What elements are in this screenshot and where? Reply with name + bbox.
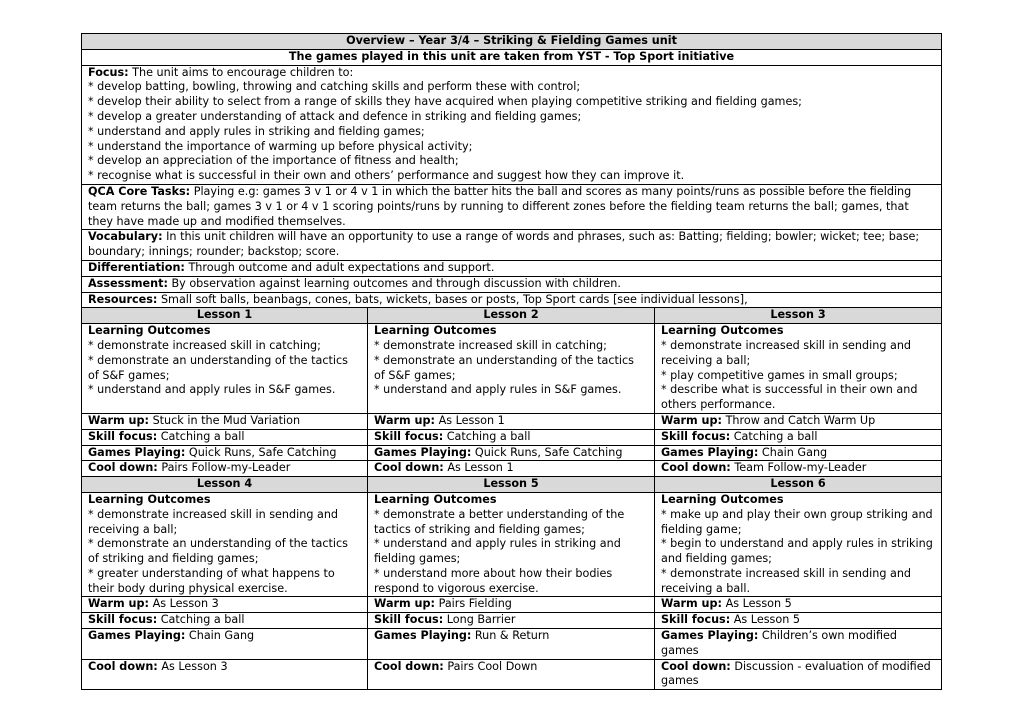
skill-label: Skill focus: <box>661 613 731 627</box>
outcomes-text: * demonstrate increased skill in sending and receiving a ball; * demonstrate an understanding of the tactics of striking and fielding games; * greater understanding of what happens to their body during physical exercise. <box>88 507 348 595</box>
warmup-label: Warm up: <box>661 413 723 427</box>
games-label: Games Playing: <box>88 445 186 459</box>
lesson-6-games <box>655 629 942 660</box>
focus-item: * develop an appreciation of the importance of fitness and health; <box>88 154 459 168</box>
cooldown-row <box>82 659 942 690</box>
focus-item: * develop batting, bowling, throwing and catching skills and perform these with control; <box>88 80 581 94</box>
lesson-6-header: Lesson 6 <box>655 477 942 493</box>
lesson-2-outcomes <box>368 324 655 414</box>
outcomes-label: Learning Outcomes <box>374 324 497 338</box>
lesson-3-cooldown <box>655 461 942 477</box>
qca-text: Playing e.g: games 3 v 1 or 4 v 1 in which the batter hits the ball and scores as many points/runs as possible before the fielding team returns the ball; games 3 v 1 or 4 v 1 scoring points/runs by running to different zones before the fielding team returns the ball; games, that they have made up and modified themselves. <box>88 184 912 228</box>
lesson-5-skill <box>368 613 655 629</box>
warmup-label: Warm up: <box>374 413 436 427</box>
lesson-1-cooldown <box>82 461 368 477</box>
cooldown-label: Cool down: <box>661 461 731 475</box>
page-title: Overview – Year 3/4 – Striking & Fielding Games unit <box>82 34 942 50</box>
lesson-3-warmup <box>655 413 942 429</box>
lesson-2-games <box>368 445 655 461</box>
cooldown-text: As Lesson 3 <box>157 659 228 673</box>
games-text: Quick Runs, Safe Catching <box>471 445 623 459</box>
games-text: Run & Return <box>471 629 550 643</box>
outcomes-text: * demonstrate increased skill in sending and receiving a ball; * play competitive games in small groups; * describe what is successful in their own and others performance. <box>661 338 918 412</box>
warmup-label: Warm up: <box>661 597 723 611</box>
lesson-6-warmup <box>655 597 942 613</box>
differentiation-section <box>82 260 942 276</box>
skill-text: Catching a ball <box>157 429 245 443</box>
cooldown-row <box>82 461 942 477</box>
warmup-label: Warm up: <box>88 413 150 427</box>
cooldown-text: Team Follow-my-Leader <box>730 461 867 475</box>
games-label: Games Playing: <box>661 629 759 643</box>
cooldown-text: As Lesson 1 <box>443 461 514 475</box>
focus-item: * develop their ability to select from a range of skills they have acquired when playing competitive striking and fielding games; <box>88 95 802 109</box>
page-subtitle: The games played in this unit are taken from YST - Top Sport initiative <box>82 49 942 65</box>
focus-intro: The unit aims to encourage children to: <box>128 65 354 79</box>
lesson-header-row <box>82 477 942 493</box>
lesson-4-header: Lesson 4 <box>82 477 368 493</box>
cooldown-label: Cool down: <box>88 659 158 673</box>
vocabulary-row <box>82 230 942 261</box>
warmup-text: As Lesson 5 <box>722 597 792 611</box>
outcomes-label: Learning Outcomes <box>374 492 497 506</box>
lesson-header-row <box>82 308 942 324</box>
skill-text: Catching a ball <box>443 429 531 443</box>
lesson-5-outcomes <box>368 492 655 597</box>
cooldown-label: Cool down: <box>374 461 444 475</box>
lesson-1-outcomes <box>82 324 368 414</box>
lesson-1-games <box>82 445 368 461</box>
overview-table <box>81 33 942 690</box>
games-row <box>82 629 942 660</box>
lesson-2-skill <box>368 429 655 445</box>
lesson-2-warmup <box>368 413 655 429</box>
assessment-row <box>82 276 942 292</box>
skill-focus-row <box>82 429 942 445</box>
lesson-3-outcomes <box>655 324 942 414</box>
outcomes-text: * demonstrate increased skill in catching; * demonstrate an understanding of the tactics of S&F games; * understand and apply rules in S&F games. <box>88 338 348 397</box>
learning-outcomes-row <box>82 324 942 414</box>
focus-item: * understand the importance of warming up before physical activity; <box>88 139 473 153</box>
outcomes-text: * make up and play their own group striking and fielding game; * begin to understand and apply rules in striking and fielding games; * demonstrate increased skill in sending and receiving a ball. <box>661 507 933 595</box>
outcomes-label: Learning Outcomes <box>88 324 211 338</box>
focus-item: * recognise what is successful in their own and others’ performance and suggest how they can improve it. <box>88 169 685 183</box>
lesson-6-outcomes <box>655 492 942 597</box>
lesson-4-warmup <box>82 597 368 613</box>
warmup-label: Warm up: <box>374 597 436 611</box>
focus-label: Focus: <box>88 65 129 79</box>
games-text: Quick Runs, Safe Catching <box>185 445 337 459</box>
outcomes-text: * demonstrate a better understanding of the tactics of striking and fielding games; * understand and apply rules in striking and fielding games; * understand more about how their bodies respond to vigorous exercise. <box>374 507 625 595</box>
cooldown-label: Cool down: <box>374 659 444 673</box>
cooldown-text: Discussion - evaluation of modified games <box>661 659 931 688</box>
qca-row <box>82 184 942 229</box>
skill-text: As Lesson 5 <box>730 613 800 627</box>
skill-focus-row <box>82 613 942 629</box>
outcomes-text: * demonstrate increased skill in catching; * demonstrate an understanding of the tactics of S&F games; * understand and apply rules in S&F games. <box>374 338 634 397</box>
games-label: Games Playing: <box>661 445 759 459</box>
subtitle-row <box>82 49 942 65</box>
games-label: Games Playing: <box>374 445 472 459</box>
title-row <box>82 34 942 50</box>
lesson-3-skill <box>655 429 942 445</box>
games-label: Games Playing: <box>88 629 186 643</box>
focus-item: * understand and apply rules in striking and fielding games; <box>88 124 425 138</box>
resources-row <box>82 292 942 308</box>
lesson-3-header: Lesson 3 <box>655 308 942 324</box>
cooldown-label: Cool down: <box>661 659 731 673</box>
lesson-5-games <box>368 629 655 660</box>
lesson-2-cooldown <box>368 461 655 477</box>
focus-item: * develop a greater understanding of attack and defence in striking and fielding games; <box>88 109 582 123</box>
warmup-text: Stuck in the Mud Variation <box>149 413 301 427</box>
skill-label: Skill focus: <box>88 613 158 627</box>
resources-label: Resources: <box>88 292 158 306</box>
differentiation-row <box>82 260 942 276</box>
lesson-1-warmup <box>82 413 368 429</box>
games-row <box>82 445 942 461</box>
skill-label: Skill focus: <box>374 613 444 627</box>
lesson-6-cooldown <box>655 659 942 690</box>
lesson-4-games <box>82 629 368 660</box>
cooldown-label: Cool down: <box>88 461 158 475</box>
lesson-5-cooldown <box>368 659 655 690</box>
warmup-row <box>82 413 942 429</box>
skill-text: Long Barrier <box>443 613 516 627</box>
lesson-4-outcomes <box>82 492 368 597</box>
resources-text: Small soft balls, beanbags, cones, bats, wickets, bases or posts, Top Sport cards [see individual lessons], <box>157 292 748 306</box>
qca-section <box>82 184 942 229</box>
vocabulary-section <box>82 230 942 261</box>
warmup-text: As Lesson 1 <box>435 413 505 427</box>
skill-label: Skill focus: <box>661 429 731 443</box>
focus-row <box>82 65 942 184</box>
learning-outcomes-row <box>82 492 942 597</box>
warmup-label: Warm up: <box>88 597 150 611</box>
vocabulary-text: In this unit children will have an opportunity to use a range of words and phrases, such as: Batting; fielding; bowler; wicket; tee; base; boundary; innings; rounder; backstop; score. <box>88 230 920 259</box>
lesson-5-warmup <box>368 597 655 613</box>
assessment-text: By observation against learning outcomes and through discussion with children. <box>167 276 621 290</box>
resources-section <box>82 292 942 308</box>
focus-section <box>82 65 942 184</box>
warmup-text: As Lesson 3 <box>149 597 219 611</box>
skill-label: Skill focus: <box>374 429 444 443</box>
warmup-row <box>82 597 942 613</box>
games-text: Chain Gang <box>185 629 255 643</box>
games-text: Chain Gang <box>758 445 828 459</box>
outcomes-label: Learning Outcomes <box>88 492 211 506</box>
qca-label: QCA Core Tasks: <box>88 184 191 198</box>
games-label: Games Playing: <box>374 629 472 643</box>
warmup-text: Pairs Fielding <box>435 597 512 611</box>
warmup-text: Throw and Catch Warm Up <box>722 413 876 427</box>
vocabulary-label: Vocabulary: <box>88 230 163 244</box>
lesson-1-header: Lesson 1 <box>82 308 368 324</box>
lesson-3-games <box>655 445 942 461</box>
games-text: Children’s own modified games <box>661 629 898 657</box>
lesson-4-cooldown <box>82 659 368 690</box>
cooldown-text: Pairs Follow-my-Leader <box>157 461 291 475</box>
outcomes-label: Learning Outcomes <box>661 324 784 338</box>
lesson-4-skill <box>82 613 368 629</box>
differentiation-text: Through outcome and adult expectations and support. <box>184 260 495 274</box>
differentiation-label: Differentiation: <box>88 260 185 274</box>
lesson-2-header: Lesson 2 <box>368 308 655 324</box>
skill-label: Skill focus: <box>88 429 158 443</box>
lesson-1-skill <box>82 429 368 445</box>
skill-text: Catching a ball <box>730 429 818 443</box>
outcomes-label: Learning Outcomes <box>661 492 784 506</box>
lesson-5-header: Lesson 5 <box>368 477 655 493</box>
skill-text: Catching a ball <box>157 613 245 627</box>
assessment-label: Assessment: <box>88 276 168 290</box>
lesson-6-skill <box>655 613 942 629</box>
cooldown-text: Pairs Cool Down <box>443 659 538 673</box>
assessment-section <box>82 276 942 292</box>
